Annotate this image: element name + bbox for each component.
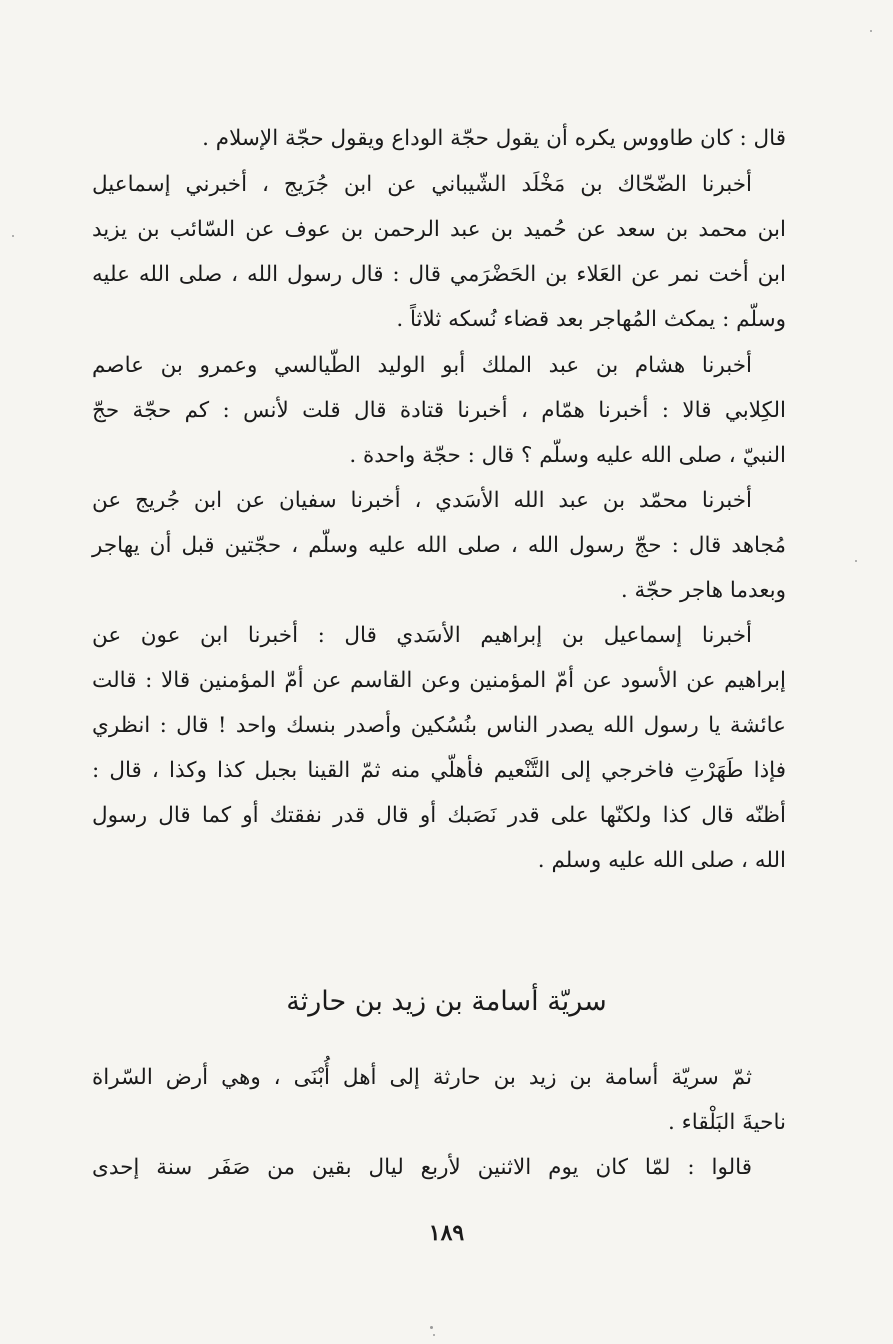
text-line: أظنّه قال كذا ولكنّها على قدر نَصَبك أو قال قدر نفقتك أو كما قال رسول	[92, 803, 786, 828]
text-line: وبعدما هاجر حجّة .	[620, 578, 786, 603]
text-line: ناحيةَ البَلْقاء .	[667, 1110, 786, 1135]
section-heading: سريّة أسامة بن زيد بن حارثة	[286, 986, 607, 1017]
text-line: أخبرنا هشام بن عبد الملك أبو الوليد الطّيالسي وعمرو بن عاصم	[92, 353, 752, 378]
scan-speck	[870, 30, 872, 32]
text-line: أخبرنا إسماعيل بن إبراهيم الأسَدي قال : أخبرنا ابن عون عن	[92, 623, 752, 648]
page-number: ١٨٩	[428, 1220, 465, 1246]
text-line: مُجاهد قال : حجّ رسول الله ، صلى الله عليه وسلّم ، حجّتين قبل أن يهاجر	[92, 533, 786, 558]
text-line: ابن محمد بن سعد عن حُميد بن عبد الرحمن بن عوف عن السّائب بن يزيد	[92, 217, 786, 242]
text-line: قال : كان طاووس يكره أن يقول حجّة الوداع ويقول حجّة الإسلام .	[202, 126, 786, 151]
text-line: قالوا : لمّا كان يوم الاثنين لأربع ليال بقين من صَفَر سنة إحدى	[92, 1155, 752, 1180]
text-line: أخبرنا محمّد بن عبد الله الأسَدي ، أخبرنا سفيان عن ابن جُريج عن	[92, 488, 752, 513]
text-line: عائشة يا رسول الله يصدر الناس بنُسُكين وأصدر بنسك واحد ! قال : انظري	[92, 713, 786, 738]
text-line: الله ، صلى الله عليه وسلم .	[537, 848, 786, 873]
text-line: ابن أخت نمر عن العَلاء بن الحَضْرَمي قال : قال رسول الله ، صلى الله عليه	[92, 262, 786, 287]
scan-speck	[433, 1334, 435, 1336]
text-line: وسلّم : يمكث المُهاجر بعد قضاء نُسكه ثلاثاً .	[396, 307, 786, 332]
text-line: ثمّ سريّة أسامة بن زيد بن حارثة إلى أهل أُبْنَى ، وهي أرض السّراة	[92, 1065, 752, 1090]
scan-speck	[12, 235, 14, 237]
scan-speck	[855, 560, 857, 562]
text-line: إبراهيم عن الأسود عن أمّ المؤمنين وعن القاسم عن أمّ المؤمنين قالا : قالت	[92, 668, 786, 693]
text-line: أخبرنا الضّحّاك بن مَخْلَد الشّيباني عن ابن جُرَيج ، أخبرني إسماعيل	[92, 172, 752, 197]
text-line: فإذا طَهَرْتِ فاخرجي إلى التَّنْعيم فأهلّي منه ثمّ القينا بجبل كذا وكذا ، قال :	[92, 758, 786, 783]
text-line: الكِلابي قالا : أخبرنا همّام ، أخبرنا قتادة قال قلت لأنس : كم حجّة حجّ	[92, 398, 786, 423]
scan-speck	[430, 1326, 433, 1329]
text-line: النبيّ ، صلى الله عليه وسلّم ؟ قال : حجّة واحدة .	[349, 443, 786, 468]
